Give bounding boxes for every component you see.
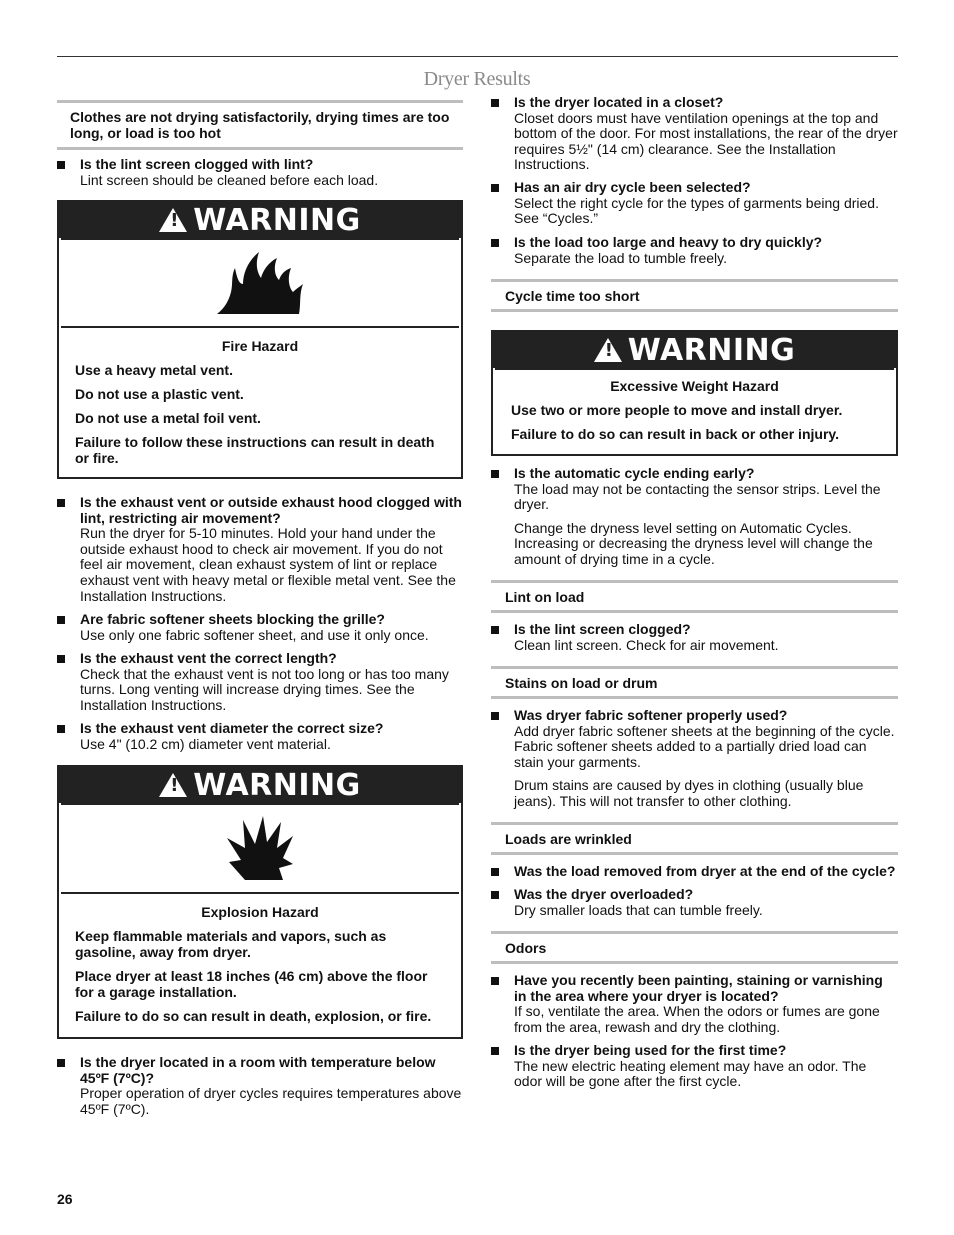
item-answer: Select the right cycle for the types of garments being dried. See “Cycles.” (514, 194, 879, 227)
item-question: Is the dryer located in a closet? (514, 94, 724, 110)
item-question: Is the dryer located in a room with temperature below 45ºF (7ºC)? (80, 1054, 436, 1086)
item-question: Is the dryer being used for the first time? (514, 1042, 787, 1058)
item-question: Is the lint screen clogged? (514, 621, 691, 637)
list-item (491, 622, 898, 653)
warning-line: Use two or more people to move and install dryer. (511, 402, 843, 418)
bullet-icon (57, 499, 65, 507)
item-answer: Lint screen should be cleaned before each load. (80, 171, 379, 188)
item-answer: Check that the exhaust vent is not too long or has too many turns. Long venting will increase drying times. See the Installation Instructions. (80, 665, 449, 713)
warning-header (59, 767, 461, 803)
list-item (57, 1055, 463, 1117)
list-item (57, 157, 463, 188)
bullet-icon (491, 977, 499, 985)
bullet-icon (491, 184, 499, 192)
bullet-icon (491, 891, 499, 899)
warning-body (59, 328, 461, 478)
section-heading-lint (491, 580, 898, 613)
list-item (57, 612, 463, 643)
page-title: Dryer Results (423, 68, 531, 90)
warning-label: WARNING (193, 767, 361, 803)
section-heading-text: Stains on load or drum (505, 675, 658, 691)
section-heading-text: Loads are wrinkled (505, 831, 632, 847)
list-item (491, 180, 898, 227)
hazard-title: Explosion Hazard (201, 904, 319, 920)
section-heading-text: Odors (505, 940, 547, 956)
list-item (491, 1043, 898, 1090)
bullet-icon (57, 655, 65, 663)
item-answer: Proper operation of dryer cycles requires temperatures above 45ºF (7ºC). (80, 1085, 462, 1117)
warning-label: WARNING (193, 202, 361, 238)
warning-line: Do not use a metal foil vent. (75, 410, 261, 426)
bullet-icon (57, 616, 65, 624)
section-heading-stains (491, 666, 898, 699)
bullet-icon (491, 470, 499, 478)
bullet-icon (491, 868, 499, 876)
item-question: Is the automatic cycle ending early? (514, 465, 755, 481)
warning-box-explosion (57, 765, 463, 1039)
warning-body (59, 894, 461, 1036)
item-question: Is the lint screen clogged with lint? (80, 156, 314, 172)
section-heading-cycle-time (491, 279, 898, 312)
hazard-title: Excessive Weight Hazard (610, 378, 779, 394)
list-item (491, 887, 898, 918)
warning-header (493, 332, 896, 368)
warning-triangle-icon (159, 773, 187, 797)
item-question: Is the exhaust vent the correct length? (80, 650, 337, 666)
item-answer: Use only one fabric softener sheet, and use it only once. (80, 626, 429, 643)
item-answer: Clean lint screen. Check for air movement. (514, 636, 779, 653)
item-question: Is the exhaust vent diameter the correct size? (80, 720, 384, 736)
bullet-icon (57, 1059, 65, 1067)
fire-icon (215, 248, 305, 318)
warning-line: Do not use a plastic vent. (75, 386, 244, 402)
item-question: Was the dryer overloaded? (514, 886, 694, 902)
list-item (491, 864, 898, 880)
warning-triangle-icon (159, 208, 187, 232)
item-question: Was dryer fabric softener properly used? (514, 707, 788, 723)
list-item (491, 708, 898, 810)
fire-hazard-icon-box (61, 238, 459, 328)
list-item (491, 973, 898, 1035)
item-answer: Separate the load to tumble freely. (514, 249, 727, 266)
explosion-hazard-icon-box (61, 803, 459, 894)
list-item (491, 466, 898, 568)
item-question: Are fabric softener sheets blocking the grille? (80, 611, 385, 627)
warning-line: Use a heavy metal vent. (75, 362, 233, 378)
list-item (57, 651, 463, 713)
bullet-icon (491, 239, 499, 247)
section-heading-wrinkled (491, 822, 898, 855)
section-heading-odors (491, 931, 898, 964)
warning-line: Place dryer at least 18 inches (46 cm) above the floor for a garage installation. (75, 968, 428, 1000)
warning-box-weight (491, 330, 898, 456)
bullet-icon (491, 99, 499, 107)
item-answer: Closet doors must have ventilation openings at the top and bottom of the door. For most installations, the rear of the dryer requires 5½" (14 cm) clearance. See the Installation Instructions. (514, 109, 898, 173)
item-answer: If so, ventilate the area. When the odors or fumes are gone from the area, rewash and dry the clothing. (514, 1003, 880, 1035)
item-answer-extra: Change the dryness level setting on Automatic Cycles. Increasing or decreasing the dryness level will change the amount of drying time in a cycle. (514, 519, 873, 567)
explosion-icon (225, 814, 295, 884)
hazard-title: Fire Hazard (221, 338, 299, 354)
warning-line: Failure to do so can result in back or other injury. (511, 426, 840, 442)
item-question: Has an air dry cycle been selected? (514, 179, 751, 195)
warning-header (59, 202, 461, 238)
item-answer-extra: Drum stains are caused by dyes in clothing (usually blue jeans). This will not transfer to other clothing. (514, 777, 864, 809)
warning-line: Failure to follow these instructions can result in death or fire. (75, 434, 435, 466)
bullet-icon (491, 712, 499, 720)
item-answer: Add dryer fabric softener sheets at the beginning of the cycle. Fabric softener sheets added to a partially dried load can stain your garments. (514, 722, 895, 770)
item-answer: Dry smaller loads that can tumble freely. (514, 901, 763, 918)
list-item (491, 235, 898, 266)
top-rule (57, 56, 898, 57)
warning-body (495, 368, 894, 454)
warning-box-fire (57, 200, 463, 479)
list-item (57, 495, 463, 604)
item-answer: The new electric heating element may have an odor. The odor will be gone after the first cycle. (514, 1057, 867, 1090)
list-item (491, 95, 898, 173)
item-answer: The load may not be contacting the sensor strips. Level the dryer. (514, 480, 881, 513)
section-heading-text: Cycle time too short (505, 288, 640, 304)
bullet-icon (57, 161, 65, 169)
bullet-icon (57, 725, 65, 733)
item-question: Is the load too large and heavy to dry quickly? (514, 234, 823, 250)
item-question: Have you recently been painting, staining or varnishing in the area where your dryer is located? (514, 972, 883, 1004)
bullet-icon (491, 626, 499, 634)
warning-line: Failure to do so can result in death, explosion, or fire. (75, 1008, 432, 1024)
list-item (57, 721, 463, 752)
item-question: Was the load removed from dryer at the end of the cycle? (514, 863, 896, 879)
section-heading-not-drying (57, 100, 463, 150)
warning-triangle-icon (594, 338, 622, 362)
item-answer: Use 4" (10.2 cm) diameter vent material. (80, 735, 331, 752)
page-number: 26 (57, 1191, 73, 1207)
bullet-icon (491, 1047, 499, 1055)
item-answer: Run the dryer for 5-10 minutes. Hold your hand under the outside exhaust hood to check air movement. If you do not feel air movement, clean exhaust system of lint or replace exhaust vent with heavy metal or flexible metal vent. See the Installation Instructions. (80, 525, 456, 604)
section-heading-text: Clothes are not drying satisfactorily, drying times are too long, or load is too hot (70, 109, 450, 141)
section-heading-text: Lint on load (505, 589, 585, 605)
warning-label: WARNING (627, 332, 796, 368)
warning-line: Keep flammable materials and vapors, such as gasoline, away from dryer. (75, 928, 387, 960)
item-question: Is the exhaust vent or outside exhaust hood clogged with lint, restricting air movement? (80, 494, 462, 526)
